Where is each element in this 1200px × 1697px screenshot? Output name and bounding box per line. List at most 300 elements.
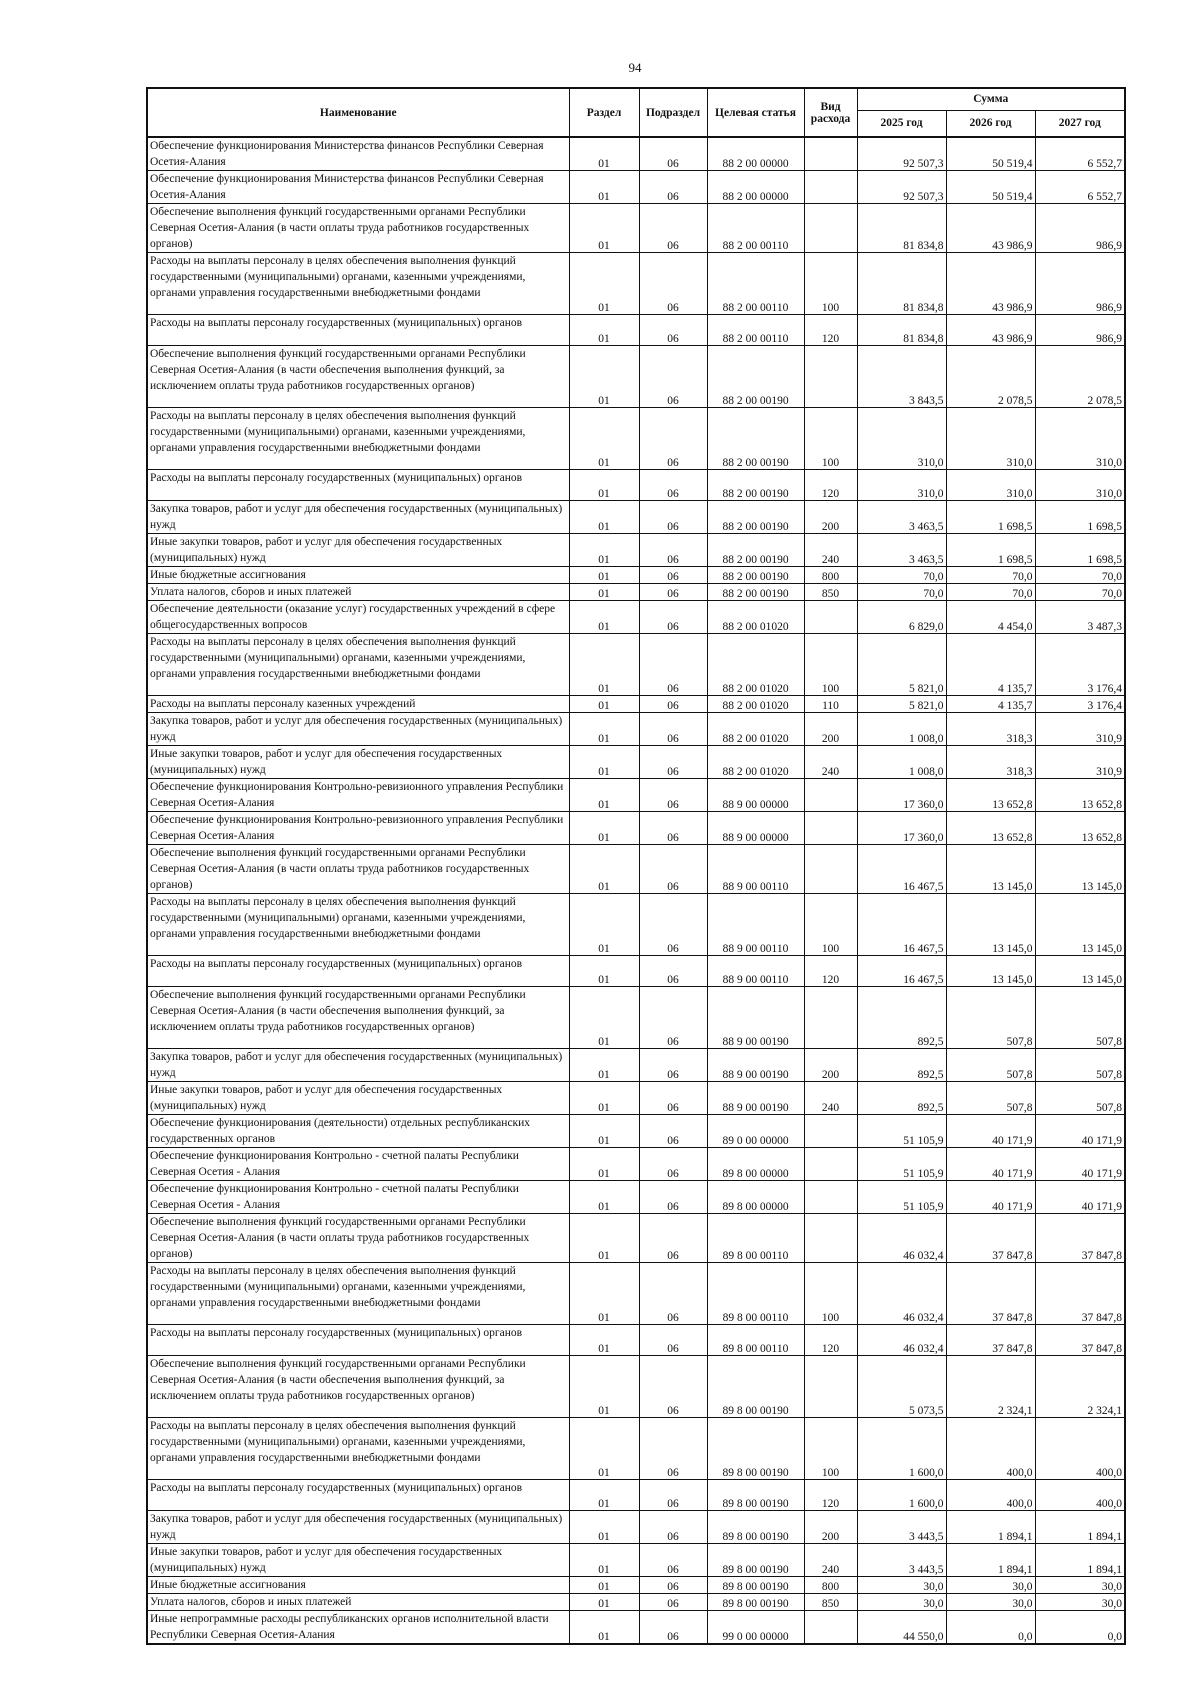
row-kind: 240: [804, 746, 857, 779]
row-subsection: 06: [639, 346, 707, 408]
row-amount-2026: 13 652,8: [946, 779, 1035, 812]
row-amount-2027: 6 552,7: [1035, 171, 1125, 204]
row-amount-2027: 1 894,1: [1035, 1511, 1125, 1544]
row-target: 88 9 00 00190: [707, 1082, 804, 1115]
row-target: 89 8 00 00110: [707, 1325, 804, 1356]
row-kind: 800: [804, 1577, 857, 1594]
row-amount-2025: 81 834,8: [857, 315, 946, 346]
row-amount-2026: 40 171,9: [946, 1148, 1035, 1181]
row-target: 89 8 00 00000: [707, 1148, 804, 1181]
row-amount-2027: 400,0: [1035, 1480, 1125, 1511]
row-amount-2025: 1 008,0: [857, 746, 946, 779]
row-section: 01: [569, 204, 639, 253]
row-section: 01: [569, 1356, 639, 1418]
row-subsection: 06: [639, 1263, 707, 1325]
row-amount-2026: 37 847,8: [946, 1263, 1035, 1325]
table-row: [147, 1115, 1125, 1148]
row-amount-2025: 51 105,9: [857, 1115, 946, 1148]
table-row: [147, 137, 1125, 171]
table-row: [147, 171, 1125, 204]
row-amount-2026: 507,8: [946, 1049, 1035, 1082]
row-kind: [804, 987, 857, 1049]
row-subsection: 06: [639, 1577, 707, 1594]
row-amount-2026: 30,0: [946, 1594, 1035, 1611]
table-row: [147, 601, 1125, 634]
row-amount-2027: 37 847,8: [1035, 1325, 1125, 1356]
row-section: 01: [569, 1544, 639, 1577]
row-amount-2025: 5 073,5: [857, 1356, 946, 1418]
row-target: 88 9 00 00110: [707, 894, 804, 956]
row-amount-2027: 507,8: [1035, 1049, 1125, 1082]
row-amount-2027: 3 176,4: [1035, 634, 1125, 696]
row-target: 88 2 00 00110: [707, 204, 804, 253]
table-row: [147, 987, 1125, 1049]
row-section: 01: [569, 1418, 639, 1480]
row-subsection: 06: [639, 1594, 707, 1611]
row-target: 88 2 00 01020: [707, 634, 804, 696]
row-name: Обеспечение функционирования Контрольно - счетной палаты Республики Северная Осетия - Алания: [147, 1148, 569, 1181]
row-section: 01: [569, 584, 639, 601]
row-kind: 100: [804, 253, 857, 315]
row-name: Обеспечение функционирования Министерства финансов Республики Северная Осетия-Алания: [147, 137, 569, 171]
table-row: [147, 1049, 1125, 1082]
row-amount-2027: 2 078,5: [1035, 346, 1125, 408]
row-amount-2025: 5 821,0: [857, 634, 946, 696]
row-kind: 100: [804, 634, 857, 696]
row-amount-2027: 986,9: [1035, 253, 1125, 315]
row-name: Обеспечение выполнения функций государственными органами Республики Северная Осетия-Алания (в части обеспечения выполнения функций, за исключением оплаты труда работников государственных органов): [147, 1356, 569, 1418]
row-target: 88 2 00 01020: [707, 696, 804, 713]
row-amount-2026: 400,0: [946, 1480, 1035, 1511]
row-target: 88 2 00 00190: [707, 501, 804, 534]
table-row: [147, 1214, 1125, 1263]
row-kind: [804, 1611, 857, 1645]
row-amount-2025: 46 032,4: [857, 1325, 946, 1356]
row-amount-2025: 1 008,0: [857, 713, 946, 746]
row-subsection: 06: [639, 1418, 707, 1480]
row-name: Обеспечение функционирования Контрольно - счетной палаты Республики Северная Осетия - Алания: [147, 1181, 569, 1214]
row-amount-2025: 3 443,5: [857, 1511, 946, 1544]
row-target: 88 2 00 00190: [707, 346, 804, 408]
row-kind: 240: [804, 534, 857, 567]
row-amount-2025: 44 550,0: [857, 1611, 946, 1645]
row-amount-2027: 1 698,5: [1035, 501, 1125, 534]
row-section: 01: [569, 1577, 639, 1594]
row-target: 88 9 00 00110: [707, 956, 804, 987]
row-target: 89 8 00 00190: [707, 1511, 804, 1544]
row-section: 01: [569, 1148, 639, 1181]
row-amount-2025: 310,0: [857, 470, 946, 501]
row-amount-2027: 70,0: [1035, 584, 1125, 601]
row-amount-2027: 40 171,9: [1035, 1148, 1125, 1181]
header-kind: Вид расхода: [804, 88, 857, 137]
row-kind: 120: [804, 1325, 857, 1356]
row-amount-2026: 40 171,9: [946, 1115, 1035, 1148]
row-amount-2025: 16 467,5: [857, 845, 946, 894]
row-amount-2027: 37 847,8: [1035, 1263, 1125, 1325]
row-target: 88 2 00 01020: [707, 746, 804, 779]
row-subsection: 06: [639, 534, 707, 567]
row-name: Расходы на выплаты персоналу государственных (муниципальных) органов: [147, 470, 569, 501]
table-row: [147, 1577, 1125, 1594]
row-kind: [804, 171, 857, 204]
row-amount-2027: 0,0: [1035, 1611, 1125, 1645]
row-amount-2025: 51 105,9: [857, 1181, 946, 1214]
row-target: 88 2 00 00190: [707, 534, 804, 567]
table-row: [147, 253, 1125, 315]
row-target: 88 9 00 00000: [707, 779, 804, 812]
row-name: Обеспечение выполнения функций государственными органами Республики Северная Осетия-Алания (в части оплаты труда работников государственных органов): [147, 845, 569, 894]
row-amount-2025: 17 360,0: [857, 812, 946, 845]
row-subsection: 06: [639, 171, 707, 204]
row-section: 01: [569, 408, 639, 470]
row-amount-2027: 13 652,8: [1035, 812, 1125, 845]
row-subsection: 06: [639, 584, 707, 601]
row-kind: 200: [804, 1511, 857, 1544]
row-amount-2027: 507,8: [1035, 987, 1125, 1049]
row-name: Уплата налогов, сборов и иных платежей: [147, 1594, 569, 1611]
row-name: Уплата налогов, сборов и иных платежей: [147, 584, 569, 601]
row-subsection: 06: [639, 1148, 707, 1181]
row-section: 01: [569, 1480, 639, 1511]
table-row: [147, 1418, 1125, 1480]
row-amount-2027: 70,0: [1035, 567, 1125, 584]
row-amount-2026: 13 145,0: [946, 845, 1035, 894]
row-name: Обеспечение выполнения функций государственными органами Республики Северная Осетия-Алания (в части обеспечения выполнения функций, за исключением оплаты труда работников государственных органов): [147, 987, 569, 1049]
row-subsection: 06: [639, 1325, 707, 1356]
row-subsection: 06: [639, 137, 707, 171]
row-target: 88 2 00 00110: [707, 253, 804, 315]
row-subsection: 06: [639, 501, 707, 534]
row-kind: 240: [804, 1082, 857, 1115]
table-row: [147, 501, 1125, 534]
row-subsection: 06: [639, 812, 707, 845]
row-kind: 120: [804, 470, 857, 501]
row-target: 88 2 00 00190: [707, 470, 804, 501]
row-section: 01: [569, 567, 639, 584]
row-kind: 200: [804, 1049, 857, 1082]
row-amount-2027: 6 552,7: [1035, 137, 1125, 171]
row-target: 89 8 00 00190: [707, 1594, 804, 1611]
row-kind: 850: [804, 1594, 857, 1611]
row-subsection: 06: [639, 408, 707, 470]
row-name: Иные закупки товаров, работ и услуг для обеспечения государственных (муниципальных) нужд: [147, 1544, 569, 1577]
row-name: Обеспечение функционирования (деятельности) отдельных республиканских государственных органов: [147, 1115, 569, 1148]
row-target: 88 2 00 01020: [707, 713, 804, 746]
row-target: 88 2 00 00000: [707, 137, 804, 171]
row-amount-2025: 1 600,0: [857, 1418, 946, 1480]
row-amount-2027: 507,8: [1035, 1082, 1125, 1115]
row-section: 01: [569, 1082, 639, 1115]
header-name: Наименование: [147, 88, 569, 137]
row-amount-2026: 0,0: [946, 1611, 1035, 1645]
row-kind: 100: [804, 1418, 857, 1480]
row-name: Закупка товаров, работ и услуг для обеспечения государственных (муниципальных) нужд: [147, 1049, 569, 1082]
table-row: [147, 1511, 1125, 1544]
row-subsection: 06: [639, 1511, 707, 1544]
row-kind: 120: [804, 956, 857, 987]
row-section: 01: [569, 956, 639, 987]
row-name: Расходы на выплаты персоналу в целях обеспечения выполнения функций государственными (муниципальными) органами, казенными учреждениями, органами управления государственными внебюджетными фондами: [147, 408, 569, 470]
row-section: 01: [569, 470, 639, 501]
row-amount-2027: 400,0: [1035, 1418, 1125, 1480]
row-subsection: 06: [639, 894, 707, 956]
row-kind: [804, 1115, 857, 1148]
row-amount-2027: 40 171,9: [1035, 1181, 1125, 1214]
row-kind: [804, 601, 857, 634]
table-row: [147, 812, 1125, 845]
row-subsection: 06: [639, 779, 707, 812]
row-amount-2026: 13 145,0: [946, 894, 1035, 956]
row-amount-2025: 892,5: [857, 987, 946, 1049]
row-amount-2025: 81 834,8: [857, 253, 946, 315]
row-amount-2025: 30,0: [857, 1577, 946, 1594]
row-section: 01: [569, 1214, 639, 1263]
row-target: 88 2 00 00190: [707, 584, 804, 601]
row-section: 01: [569, 1181, 639, 1214]
row-amount-2027: 13 145,0: [1035, 956, 1125, 987]
row-amount-2026: 30,0: [946, 1577, 1035, 1594]
row-target: 89 8 00 00190: [707, 1577, 804, 1594]
row-subsection: 06: [639, 1082, 707, 1115]
row-amount-2026: 13 145,0: [946, 956, 1035, 987]
row-amount-2026: 310,0: [946, 408, 1035, 470]
row-section: 01: [569, 346, 639, 408]
row-amount-2026: 70,0: [946, 584, 1035, 601]
row-kind: [804, 346, 857, 408]
row-name: Закупка товаров, работ и услуг для обеспечения государственных (муниципальных) нужд: [147, 713, 569, 746]
row-target: 88 2 00 00000: [707, 171, 804, 204]
table-row: [147, 894, 1125, 956]
row-kind: 800: [804, 567, 857, 584]
table-row: [147, 1263, 1125, 1325]
row-amount-2025: 5 821,0: [857, 696, 946, 713]
row-subsection: 06: [639, 567, 707, 584]
table-row: [147, 1082, 1125, 1115]
row-kind: 120: [804, 1480, 857, 1511]
row-subsection: 06: [639, 1611, 707, 1645]
table-row: [147, 534, 1125, 567]
row-target: 89 8 00 00110: [707, 1214, 804, 1263]
row-section: 01: [569, 1325, 639, 1356]
row-name: Расходы на выплаты персоналу государственных (муниципальных) органов: [147, 315, 569, 346]
table-row: [147, 1544, 1125, 1577]
row-amount-2026: 70,0: [946, 567, 1035, 584]
row-amount-2027: 310,0: [1035, 408, 1125, 470]
table-row: [147, 956, 1125, 987]
row-amount-2025: 310,0: [857, 408, 946, 470]
row-amount-2025: 1 600,0: [857, 1480, 946, 1511]
row-kind: [804, 1356, 857, 1418]
row-amount-2025: 3 443,5: [857, 1544, 946, 1577]
row-kind: 110: [804, 696, 857, 713]
row-section: 01: [569, 1049, 639, 1082]
row-amount-2025: 70,0: [857, 567, 946, 584]
row-amount-2027: 1 698,5: [1035, 534, 1125, 567]
row-name: Расходы на выплаты персоналу в целях обеспечения выполнения функций государственными (муниципальными) органами, казенными учреждениями, органами управления государственными внебюджетными фондами: [147, 634, 569, 696]
header-2027: 2027 год: [1035, 110, 1125, 137]
table-row: [147, 713, 1125, 746]
header-2026: 2026 год: [946, 110, 1035, 137]
table-row: [147, 408, 1125, 470]
row-section: 01: [569, 779, 639, 812]
row-name: Расходы на выплаты персоналу казенных учреждений: [147, 696, 569, 713]
row-amount-2026: 310,0: [946, 470, 1035, 501]
row-amount-2026: 507,8: [946, 987, 1035, 1049]
row-name: Закупка товаров, работ и услуг для обеспечения государственных (муниципальных) нужд: [147, 1511, 569, 1544]
row-subsection: 06: [639, 315, 707, 346]
row-amount-2027: 37 847,8: [1035, 1214, 1125, 1263]
row-name: Расходы на выплаты персоналу в целях обеспечения выполнения функций государственными (муниципальными) органами, казенными учреждениями, органами управления государственными внебюджетными фондами: [147, 253, 569, 315]
row-name: Закупка товаров, работ и услуг для обеспечения государственных (муниципальных) нужд: [147, 501, 569, 534]
row-amount-2027: 13 145,0: [1035, 845, 1125, 894]
row-kind: [804, 137, 857, 171]
row-amount-2025: 70,0: [857, 584, 946, 601]
row-amount-2026: 50 519,4: [946, 137, 1035, 171]
row-subsection: 06: [639, 253, 707, 315]
row-amount-2027: 3 176,4: [1035, 696, 1125, 713]
row-section: 01: [569, 601, 639, 634]
row-kind: [804, 1181, 857, 1214]
row-amount-2026: 318,3: [946, 713, 1035, 746]
row-amount-2026: 4 454,0: [946, 601, 1035, 634]
row-name: Расходы на выплаты персоналу государственных (муниципальных) органов: [147, 1325, 569, 1356]
budget-table: [146, 87, 1126, 1645]
table-row: [147, 845, 1125, 894]
row-amount-2026: 50 519,4: [946, 171, 1035, 204]
table-row: [147, 346, 1125, 408]
row-target: 88 2 00 00190: [707, 408, 804, 470]
row-amount-2025: 16 467,5: [857, 956, 946, 987]
row-subsection: 06: [639, 204, 707, 253]
row-section: 01: [569, 812, 639, 845]
row-section: 01: [569, 315, 639, 346]
row-name: Иные закупки товаров, работ и услуг для обеспечения государственных (муниципальных) нужд: [147, 746, 569, 779]
row-target: 89 8 00 00190: [707, 1480, 804, 1511]
row-amount-2026: 400,0: [946, 1418, 1035, 1480]
row-name: Обеспечение функционирования Контрольно-ревизионного управления Республики Северная Осетия-Алания: [147, 812, 569, 845]
row-amount-2026: 1 698,5: [946, 501, 1035, 534]
row-name: Иные бюджетные ассигнования: [147, 567, 569, 584]
row-amount-2026: 507,8: [946, 1082, 1035, 1115]
row-amount-2026: 43 986,9: [946, 253, 1035, 315]
table-row: [147, 1356, 1125, 1418]
row-name: Иные непрограммные расходы республиканских органов исполнительной власти Республики Северная Осетия-Алания: [147, 1611, 569, 1645]
row-name: Обеспечение выполнения функций государственными органами Республики Северная Осетия-Алания (в части обеспечения выполнения функций, за исключением оплаты труда работников государственных органов): [147, 346, 569, 408]
row-section: 01: [569, 894, 639, 956]
row-amount-2026: 1 894,1: [946, 1511, 1035, 1544]
row-amount-2026: 1 698,5: [946, 534, 1035, 567]
row-kind: [804, 1148, 857, 1181]
row-kind: 240: [804, 1544, 857, 1577]
header-2025: 2025 год: [857, 110, 946, 137]
row-section: 01: [569, 746, 639, 779]
row-subsection: 06: [639, 634, 707, 696]
row-subsection: 06: [639, 1356, 707, 1418]
row-subsection: 06: [639, 1214, 707, 1263]
row-kind: [804, 812, 857, 845]
row-name: Расходы на выплаты персоналу в целях обеспечения выполнения функций государственными (муниципальными) органами, казенными учреждениями, органами управления государственными внебюджетными фондами: [147, 1418, 569, 1480]
row-kind: [804, 204, 857, 253]
row-name: Расходы на выплаты персоналу в целях обеспечения выполнения функций государственными (муниципальными) органами, казенными учреждениями, органами управления государственными внебюджетными фондами: [147, 894, 569, 956]
row-target: 89 8 00 00190: [707, 1418, 804, 1480]
row-kind: 200: [804, 501, 857, 534]
row-section: 01: [569, 1263, 639, 1325]
row-name: Обеспечение функционирования Министерства финансов Республики Северная Осетия-Алания: [147, 171, 569, 204]
row-section: 01: [569, 137, 639, 171]
row-section: 01: [569, 1611, 639, 1645]
row-section: 01: [569, 501, 639, 534]
row-name: Расходы на выплаты персоналу государственных (муниципальных) органов: [147, 1480, 569, 1511]
row-target: 88 2 00 00190: [707, 567, 804, 584]
table-row: [147, 696, 1125, 713]
row-kind: 100: [804, 894, 857, 956]
row-name: Обеспечение выполнения функций государственными органами Республики Северная Осетия-Алания (в части оплаты труда работников государственных органов): [147, 204, 569, 253]
row-name: Расходы на выплаты персоналу государственных (муниципальных) органов: [147, 956, 569, 987]
row-target: 89 8 00 00190: [707, 1356, 804, 1418]
row-amount-2027: 310,0: [1035, 470, 1125, 501]
row-kind: 100: [804, 1263, 857, 1325]
table-row: [147, 1611, 1125, 1645]
row-subsection: 06: [639, 470, 707, 501]
row-name: Иные закупки товаров, работ и услуг для обеспечения государственных (муниципальных) нужд: [147, 1082, 569, 1115]
row-section: 01: [569, 1511, 639, 1544]
row-subsection: 06: [639, 1544, 707, 1577]
row-amount-2027: 1 894,1: [1035, 1544, 1125, 1577]
row-section: 01: [569, 534, 639, 567]
row-kind: 200: [804, 713, 857, 746]
row-amount-2027: 30,0: [1035, 1577, 1125, 1594]
row-name: Иные закупки товаров, работ и услуг для обеспечения государственных (муниципальных) нужд: [147, 534, 569, 567]
row-kind: 850: [804, 584, 857, 601]
row-target: 88 2 00 01020: [707, 601, 804, 634]
row-amount-2027: 13 652,8: [1035, 779, 1125, 812]
row-amount-2026: 2 078,5: [946, 346, 1035, 408]
row-target: 89 8 00 00000: [707, 1181, 804, 1214]
row-amount-2025: 16 467,5: [857, 894, 946, 956]
row-section: 01: [569, 987, 639, 1049]
row-target: 89 8 00 00190: [707, 1544, 804, 1577]
row-target: 88 9 00 00190: [707, 987, 804, 1049]
table-row: [147, 1594, 1125, 1611]
row-target: 88 9 00 00110: [707, 845, 804, 894]
header-sum: Сумма: [857, 88, 1125, 110]
row-subsection: 06: [639, 987, 707, 1049]
row-amount-2027: 40 171,9: [1035, 1115, 1125, 1148]
table-row: [147, 634, 1125, 696]
row-subsection: 06: [639, 1049, 707, 1082]
row-section: 01: [569, 696, 639, 713]
row-kind: [804, 845, 857, 894]
table-row: [147, 1325, 1125, 1356]
row-amount-2025: 3 843,5: [857, 346, 946, 408]
row-name: Иные бюджетные ассигнования: [147, 1577, 569, 1594]
row-section: 01: [569, 253, 639, 315]
row-amount-2025: 81 834,8: [857, 204, 946, 253]
table-row: [147, 779, 1125, 812]
table-row: [147, 567, 1125, 584]
row-target: 88 9 00 00190: [707, 1049, 804, 1082]
row-section: 01: [569, 845, 639, 894]
table-row: [147, 1148, 1125, 1181]
row-section: 01: [569, 634, 639, 696]
row-amount-2027: 310,9: [1035, 746, 1125, 779]
row-amount-2025: 3 463,5: [857, 534, 946, 567]
header-subsection: Подраздел: [639, 88, 707, 137]
row-amount-2026: 318,3: [946, 746, 1035, 779]
table-row: [147, 1480, 1125, 1511]
row-amount-2027: 986,9: [1035, 315, 1125, 346]
